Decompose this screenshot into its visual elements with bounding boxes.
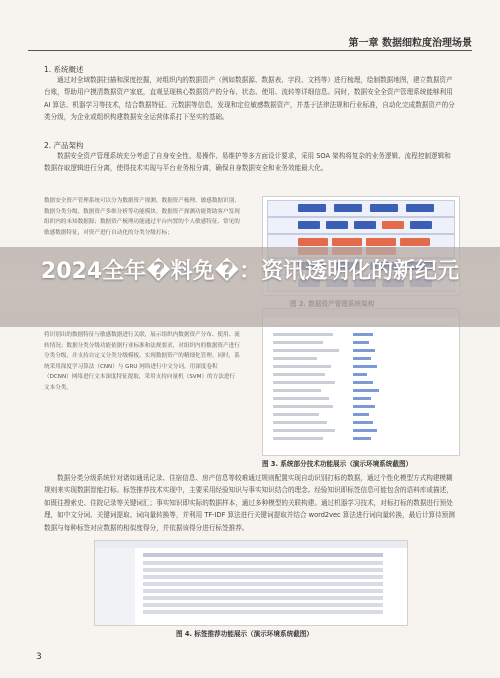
figure-3-caption: 图 3. 系统部分技术功能展示（演示环境系统截图） [262,460,413,468]
figure-4-screenshot [94,540,408,626]
arch-row [267,200,455,217]
chapter-header: 第一章 数据细粒度治理场景 [348,38,472,49]
figure-3-screenshot [262,308,460,456]
page-number: 3 [36,652,42,662]
overlay-banner[interactable] [0,247,500,327]
left-column-text-1: 数据安全资产管理系统可以分为数据资产探测、数据资产梳理、敏感数据识别、数据分类分级、数据资产多维分析等功能模块。数据资产探测功能帮助客户发现组织内的未知数据源；数据资产梳理功能通过平台内置的个人敏感特征、常见的敏感数据特征，对资产进行自动化的分类分级打标； [44,198,240,236]
left-column-text-2: 将识别出的数据特征与敏感数据进行关联，展示组织内数据资产分布、使用、流转情况；数据分类分级功能依据行业标准和法规要求，对组织内的数据资产进行分类分级，并支持自定义分类分级模板，实现数据资产的精细化管理。同时，系统采用深度学习算法（CNN）与 GRU 网络进行中文分词，用深度卷积（DCNN）网络进行文本深度特征提取，采用支持向量机（SVM）的方法进行文本分类。 [44,332,240,391]
section-heading-2: 2. 产品架构 [44,141,84,150]
banner-title[interactable]: 2024全年�料免�：资讯透明化的新纪元 [40,259,460,284]
figure-4-caption: 图 4. 标签推荐功能展示（演示环境系统截图） [176,630,313,638]
bottom-paragraph: 数据分类分级系统针对诸如通讯记录、住宿信息、房产信息等较难通过规则配置实现自动识别打标的数据，通过个性化模型方式构建模糊规则来实现数据智能打标。标签推荐技术实现中，主要采用经验知识与事实知识结合的理念。经验知识即标签信息可能包含的语料库或描述，如既往搜索史、住院记录等关键词汇；事实知识即实际的数据样本，通过多种模型的关联构建。通过机器学习技术，对标打标的数据进行预处理，如中文分词、关键词提取、词向量转换等，并利用 TF-IDF 算法进行关键词提取并结合 word2vec 算法进行词向量转换，最后计算待预测数据与每种标签对应数据的相似度得分，并依据该得分进行标签推荐。 [44,474,455,532]
header-rule [28,50,472,51]
section-2-paragraph: 数据安全资产管理系统充分考虑了自身安全性、易操作、易维护等多方面设计要求，采用 SOA 架构将复杂的业务逻辑、流程控制逻辑和数据存取逻辑进行分离，使得技术实现与平台业务相分离，确保自身数据安全和业务效能最大化。 [44,152,451,173]
arch-row [267,217,455,234]
section-1-paragraph: 通过对全域数据扫描和深度挖掘，对组织内的数据资产（例如数据源、数据表、字段、文档等）进行梳理，绘制数据地图，建立数据资产台账，帮助用户摸清数据资产家底，直观呈现核心数据资产的分布、状态、使用、流转等详细信息。同时，数据安全全资产管理系统能够利用 AI 算法、机器学习等技术，结合数据特征、元数据等信息，发现和定位敏感数据资产，并基于法律法规和行业标准，自动化完成数据资产的分类分级，为企业或组织构建数据安全运营体系打下坚实的基础。 [44,76,455,122]
section-heading-1: 1. 系统概述 [44,65,84,74]
